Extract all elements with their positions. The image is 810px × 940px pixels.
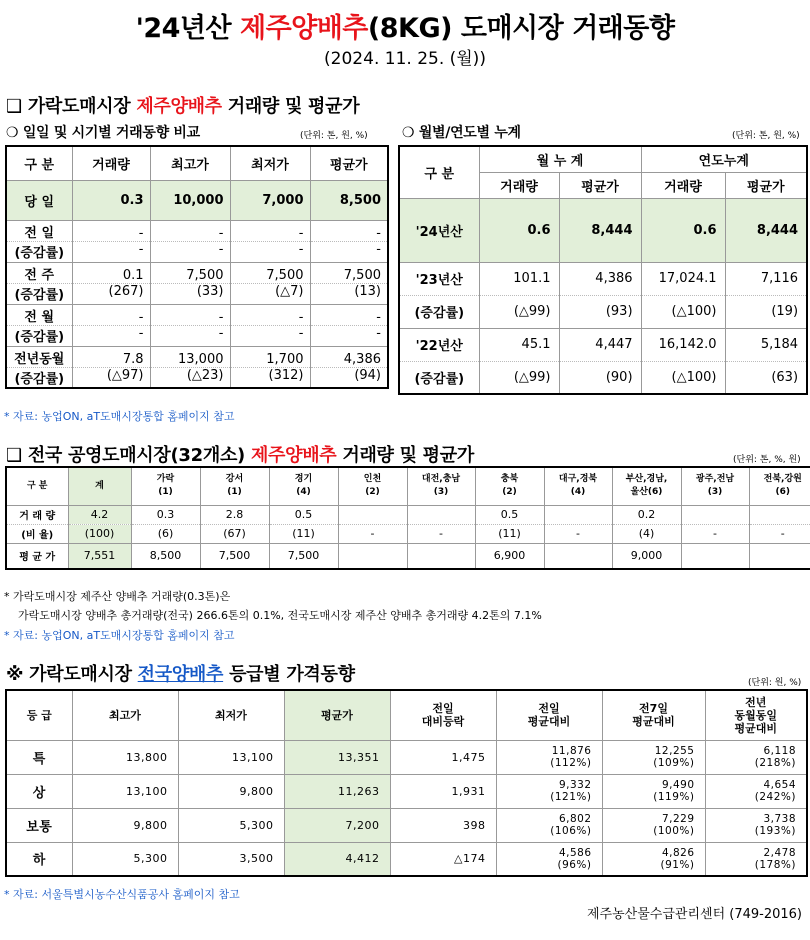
- table-cell: [338, 543, 407, 569]
- table-cell: 5,300: [178, 808, 284, 842]
- row-label: (증감률): [6, 283, 72, 304]
- table-cell: -: [150, 325, 230, 346]
- daily-header-volume: 거래량: [72, 146, 150, 180]
- table-cell: 17,024.1: [641, 262, 725, 295]
- grade-label: 보통: [6, 808, 72, 842]
- table-cell: 7.8: [72, 346, 150, 367]
- section3-unit: (단위: 원, %): [748, 678, 802, 688]
- table-cell: -: [749, 524, 810, 543]
- table-cell: [338, 505, 407, 524]
- section3-title-pre: 가락도매시장: [29, 664, 138, 685]
- table-cell: (4): [612, 524, 681, 543]
- table-cell: -: [230, 325, 310, 346]
- table-cell: 9,800: [178, 774, 284, 808]
- section2-heading: [6, 441, 474, 467]
- row-label: '22년산: [399, 328, 479, 361]
- table-row: [6, 842, 807, 876]
- table-cell: 6,900: [475, 543, 544, 569]
- table-cell: 12,255 (109%): [602, 740, 705, 774]
- section2-note-2: 가락도매시장 양배추 총거래량(전국) 266.6톤의 0.1%, 전국도매시장 제주산 양배추 총거래량 4.2톤의 7.1%: [18, 609, 542, 622]
- table-cell: 0.3: [72, 180, 150, 220]
- subheader-avg: 평균가: [725, 172, 807, 198]
- section-bullet-icon: ※: [6, 664, 24, 685]
- national-header-cell: 충북 (2): [475, 467, 544, 505]
- section-bullet-icon: ❑: [6, 445, 22, 466]
- national-header-row: [6, 467, 810, 505]
- table-row: [6, 220, 388, 241]
- row-label: (비 율): [6, 524, 68, 543]
- section1-title-red: 제주양배추: [136, 96, 222, 117]
- table-cell: (67): [200, 524, 269, 543]
- grade-header-row: [6, 690, 807, 740]
- section3-heading: [6, 660, 355, 686]
- cumulative-subheading: ❍ 월별/연도별 누계: [402, 125, 521, 141]
- section2-source-note: * 자료: 농업ON, aT도매시장통합 홈페이지 참고: [4, 629, 235, 642]
- title-prefix: '24년산: [135, 13, 240, 44]
- national-table: [5, 466, 810, 570]
- row-label: 전 주: [6, 262, 72, 283]
- daily-subheading: ❍ 일일 및 시기별 거래동향 비교: [6, 125, 200, 141]
- row-label: (증감률): [399, 295, 479, 328]
- national-header-cell: 대구,경북 (4): [544, 467, 612, 505]
- national-share-row: [6, 524, 810, 543]
- daily-table: [5, 145, 389, 389]
- cumulative-current-row: [399, 198, 807, 262]
- table-cell: (33): [150, 283, 230, 304]
- table-row: [399, 361, 807, 394]
- table-cell: (△23): [150, 367, 230, 388]
- table-cell: 7,551: [68, 543, 131, 569]
- table-cell: 9,000: [612, 543, 681, 569]
- table-cell: -: [150, 241, 230, 262]
- title-suffix: (8KG) 도매시장 거래동향: [367, 13, 675, 44]
- grade-header-cell: 전년 동월동일 평균대비: [705, 690, 807, 740]
- table-cell: (11): [269, 524, 338, 543]
- table-cell: 7,229 (100%): [602, 808, 705, 842]
- table-row: [6, 304, 388, 325]
- national-price-row: [6, 543, 810, 569]
- grade-table: [5, 689, 808, 877]
- table-cell: (11): [475, 524, 544, 543]
- table-row: [6, 740, 807, 774]
- table-cell: [544, 505, 612, 524]
- table-cell: 1,475: [390, 740, 496, 774]
- grade-table-body: [6, 740, 807, 876]
- section1-source-note: * 자료: 농업ON, aT도매시장통합 홈페이지 참고: [4, 410, 235, 423]
- table-cell: (312): [230, 367, 310, 388]
- table-cell: 8,500: [310, 180, 388, 220]
- section3-title-blue: 전국양배추: [137, 664, 224, 685]
- table-cell: 5,184: [725, 328, 807, 361]
- cumulative-unit: (단위: 톤, 원, %): [732, 131, 800, 141]
- table-cell: 4.2: [68, 505, 131, 524]
- today-label: 당 일: [6, 180, 72, 220]
- table-cell: (△99): [479, 361, 559, 394]
- table-cell: 8,500: [131, 543, 200, 569]
- table-cell: (△7): [230, 283, 310, 304]
- table-row: [6, 241, 388, 262]
- grade-label: 상: [6, 774, 72, 808]
- table-cell: 10,000: [150, 180, 230, 220]
- footer-center: 제주농산물수급관리센터 (749-2016): [586, 907, 802, 922]
- table-cell: (93): [559, 295, 641, 328]
- table-row: [6, 325, 388, 346]
- national-header-cell: 경기 (4): [269, 467, 338, 505]
- table-cell: (94): [310, 367, 388, 388]
- daily-unit: (단위: 톤, 원, %): [300, 131, 368, 141]
- table-cell: [749, 505, 810, 524]
- page-title: [0, 6, 810, 45]
- table-cell: 0.1: [72, 262, 150, 283]
- table-cell: -: [150, 304, 230, 325]
- table-row: [6, 346, 388, 367]
- row-label: 전년동월: [6, 346, 72, 367]
- section3-title-post: 등급별 가격동향: [223, 664, 355, 685]
- table-cell: [681, 543, 749, 569]
- section3-source-note: * 자료: 서울특별시농수산식품공사 홈페이지 참고: [4, 888, 240, 901]
- table-cell: -: [150, 220, 230, 241]
- table-cell: 13,800: [72, 740, 178, 774]
- table-row: [6, 262, 388, 283]
- table-cell: -: [72, 304, 150, 325]
- table-cell: [407, 505, 475, 524]
- subheader-volume: 거래량: [479, 172, 559, 198]
- table-cell: 4,447: [559, 328, 641, 361]
- table-cell: (90): [559, 361, 641, 394]
- table-row: [6, 367, 388, 388]
- section2-note-1: * 가락도매시장 제주산 양배추 거래량(0.3톤)은: [4, 590, 231, 603]
- table-cell: (△99): [479, 295, 559, 328]
- national-header-cell: 대전,충남 (3): [407, 467, 475, 505]
- national-header-cell: 구 분: [6, 467, 68, 505]
- daily-today-row: [6, 180, 388, 220]
- table-cell: -: [310, 241, 388, 262]
- section2-title-red: 제주양배추: [250, 445, 337, 466]
- daily-header-min: 최저가: [230, 146, 310, 180]
- table-row: [399, 328, 807, 361]
- table-cell: (19): [725, 295, 807, 328]
- table-cell: (13): [310, 283, 388, 304]
- table-cell: 1,700: [230, 346, 310, 367]
- cumulative-header-month: 월 누 계: [479, 146, 641, 172]
- row-label: (증감률): [399, 361, 479, 394]
- national-header-cell: 부산,경남, 울산(6): [612, 467, 681, 505]
- table-cell: 6,802 (106%): [496, 808, 602, 842]
- cumulative-header-year: 연도누계: [641, 146, 807, 172]
- table-cell: 8,444: [559, 198, 641, 262]
- cumulative-header-label: 구 분: [399, 146, 479, 198]
- grade-header-cell: 최고가: [72, 690, 178, 740]
- grade-header-cell: 최저가: [178, 690, 284, 740]
- table-cell: 0.3: [131, 505, 200, 524]
- row-label: 전 월: [6, 304, 72, 325]
- table-cell: △174: [390, 842, 496, 876]
- row-label: (증감률): [6, 325, 72, 346]
- national-header-cell: 전북,강원 (6): [749, 467, 810, 505]
- table-cell: 7,200: [284, 808, 390, 842]
- row-label: 거 래 량: [6, 505, 68, 524]
- table-cell: (267): [72, 283, 150, 304]
- table-cell: 7,116: [725, 262, 807, 295]
- table-cell: 0.5: [475, 505, 544, 524]
- table-cell: -: [407, 524, 475, 543]
- national-header-cell: 인천 (2): [338, 467, 407, 505]
- title-highlight: 제주양배추: [239, 13, 368, 44]
- cumulative-header-row: [399, 146, 807, 172]
- national-header-cell: 강서 (1): [200, 467, 269, 505]
- table-cell: 7,500: [150, 262, 230, 283]
- table-cell: (△100): [641, 361, 725, 394]
- table-cell: (100): [68, 524, 131, 543]
- table-cell: 13,100: [178, 740, 284, 774]
- section1-title-post: 거래량 및 평균가: [221, 96, 360, 117]
- table-cell: 2,478 (178%): [705, 842, 807, 876]
- section2-unit: (단위: 톤, %, 원): [733, 455, 801, 465]
- row-label: (증감률): [6, 367, 72, 388]
- table-cell: -: [681, 524, 749, 543]
- table-cell: -: [230, 220, 310, 241]
- table-cell: 1,931: [390, 774, 496, 808]
- subheader-avg: 평균가: [559, 172, 641, 198]
- table-cell: -: [72, 241, 150, 262]
- subheader-volume: 거래량: [641, 172, 725, 198]
- row-label: (증감률): [6, 241, 72, 262]
- section1-heading: [6, 92, 359, 118]
- grade-label: 하: [6, 842, 72, 876]
- table-cell: -: [230, 241, 310, 262]
- national-header-cell: 가락 (1): [131, 467, 200, 505]
- table-cell: 0.5: [269, 505, 338, 524]
- table-cell: 0.6: [479, 198, 559, 262]
- table-cell: 4,586 (96%): [496, 842, 602, 876]
- table-cell: 3,738 (193%): [705, 808, 807, 842]
- table-row: [6, 808, 807, 842]
- table-cell: (△97): [72, 367, 150, 388]
- table-cell: 3,500: [178, 842, 284, 876]
- national-header-cell: 광주,전남 (3): [681, 467, 749, 505]
- table-cell: 7,500: [230, 262, 310, 283]
- table-cell: 45.1: [479, 328, 559, 361]
- table-cell: 101.1: [479, 262, 559, 295]
- table-cell: [749, 543, 810, 569]
- table-cell: 0.2: [612, 505, 681, 524]
- table-cell: [544, 543, 612, 569]
- daily-header-label: 구 분: [6, 146, 72, 180]
- table-cell: 7,000: [230, 180, 310, 220]
- daily-header-max: 최고가: [150, 146, 230, 180]
- row-label: '23년산: [399, 262, 479, 295]
- table-cell: 11,876 (112%): [496, 740, 602, 774]
- row-label: 평 균 가: [6, 543, 68, 569]
- daily-header-row: [6, 146, 388, 180]
- section2-title-pre: 전국 공영도매시장(32개소): [27, 445, 251, 466]
- table-cell: 0.6: [641, 198, 725, 262]
- table-cell: 9,332 (121%): [496, 774, 602, 808]
- table-cell: -: [310, 304, 388, 325]
- table-cell: 4,386: [310, 346, 388, 367]
- table-row: [399, 262, 807, 295]
- section1-title-pre: 가락도매시장: [27, 96, 137, 117]
- table-row: [399, 295, 807, 328]
- table-cell: -: [338, 524, 407, 543]
- table-cell: 8,444: [725, 198, 807, 262]
- table-cell: 13,000: [150, 346, 230, 367]
- grade-label: 특: [6, 740, 72, 774]
- national-header-cell: 계: [68, 467, 131, 505]
- table-cell: -: [310, 325, 388, 346]
- table-cell: 4,654 (242%): [705, 774, 807, 808]
- grade-header-cell: 전일 평균대비: [496, 690, 602, 740]
- table-cell: 11,263: [284, 774, 390, 808]
- table-cell: (63): [725, 361, 807, 394]
- table-cell: 4,386: [559, 262, 641, 295]
- table-cell: -: [72, 220, 150, 241]
- table-cell: -: [72, 325, 150, 346]
- cumulative-table: [398, 145, 808, 395]
- grade-header-cell: 등 급: [6, 690, 72, 740]
- section2-title-post: 거래량 및 평균가: [336, 445, 474, 466]
- table-cell: 2.8: [200, 505, 269, 524]
- table-cell: 9,800: [72, 808, 178, 842]
- table-cell: 4,412: [284, 842, 390, 876]
- table-cell: 398: [390, 808, 496, 842]
- table-cell: -: [544, 524, 612, 543]
- table-cell: 4,826 (91%): [602, 842, 705, 876]
- table-cell: 7,500: [200, 543, 269, 569]
- report-date: (2024. 11. 25. (월)): [324, 49, 486, 69]
- national-volume-row: [6, 505, 810, 524]
- table-cell: -: [310, 220, 388, 241]
- row-label: 전 일: [6, 220, 72, 241]
- table-cell: 5,300: [72, 842, 178, 876]
- table-cell: (△100): [641, 295, 725, 328]
- grade-header-cell: 전7일 평균대비: [602, 690, 705, 740]
- grade-header-cell: 전일 대비등락: [390, 690, 496, 740]
- table-cell: [407, 543, 475, 569]
- section-bullet-icon: ❑: [6, 96, 22, 117]
- daily-header-avg: 평균가: [310, 146, 388, 180]
- table-cell: 7,500: [269, 543, 338, 569]
- table-cell: 13,100: [72, 774, 178, 808]
- table-cell: [681, 505, 749, 524]
- table-cell: (6): [131, 524, 200, 543]
- table-cell: 13,351: [284, 740, 390, 774]
- table-row: [6, 774, 807, 808]
- table-cell: 9,490 (119%): [602, 774, 705, 808]
- table-cell: 6,118 (218%): [705, 740, 807, 774]
- row-label: '24년산: [399, 198, 479, 262]
- table-cell: 16,142.0: [641, 328, 725, 361]
- grade-header-cell: 평균가: [284, 690, 390, 740]
- table-row: [6, 283, 388, 304]
- table-cell: 7,500: [310, 262, 388, 283]
- table-cell: -: [230, 304, 310, 325]
